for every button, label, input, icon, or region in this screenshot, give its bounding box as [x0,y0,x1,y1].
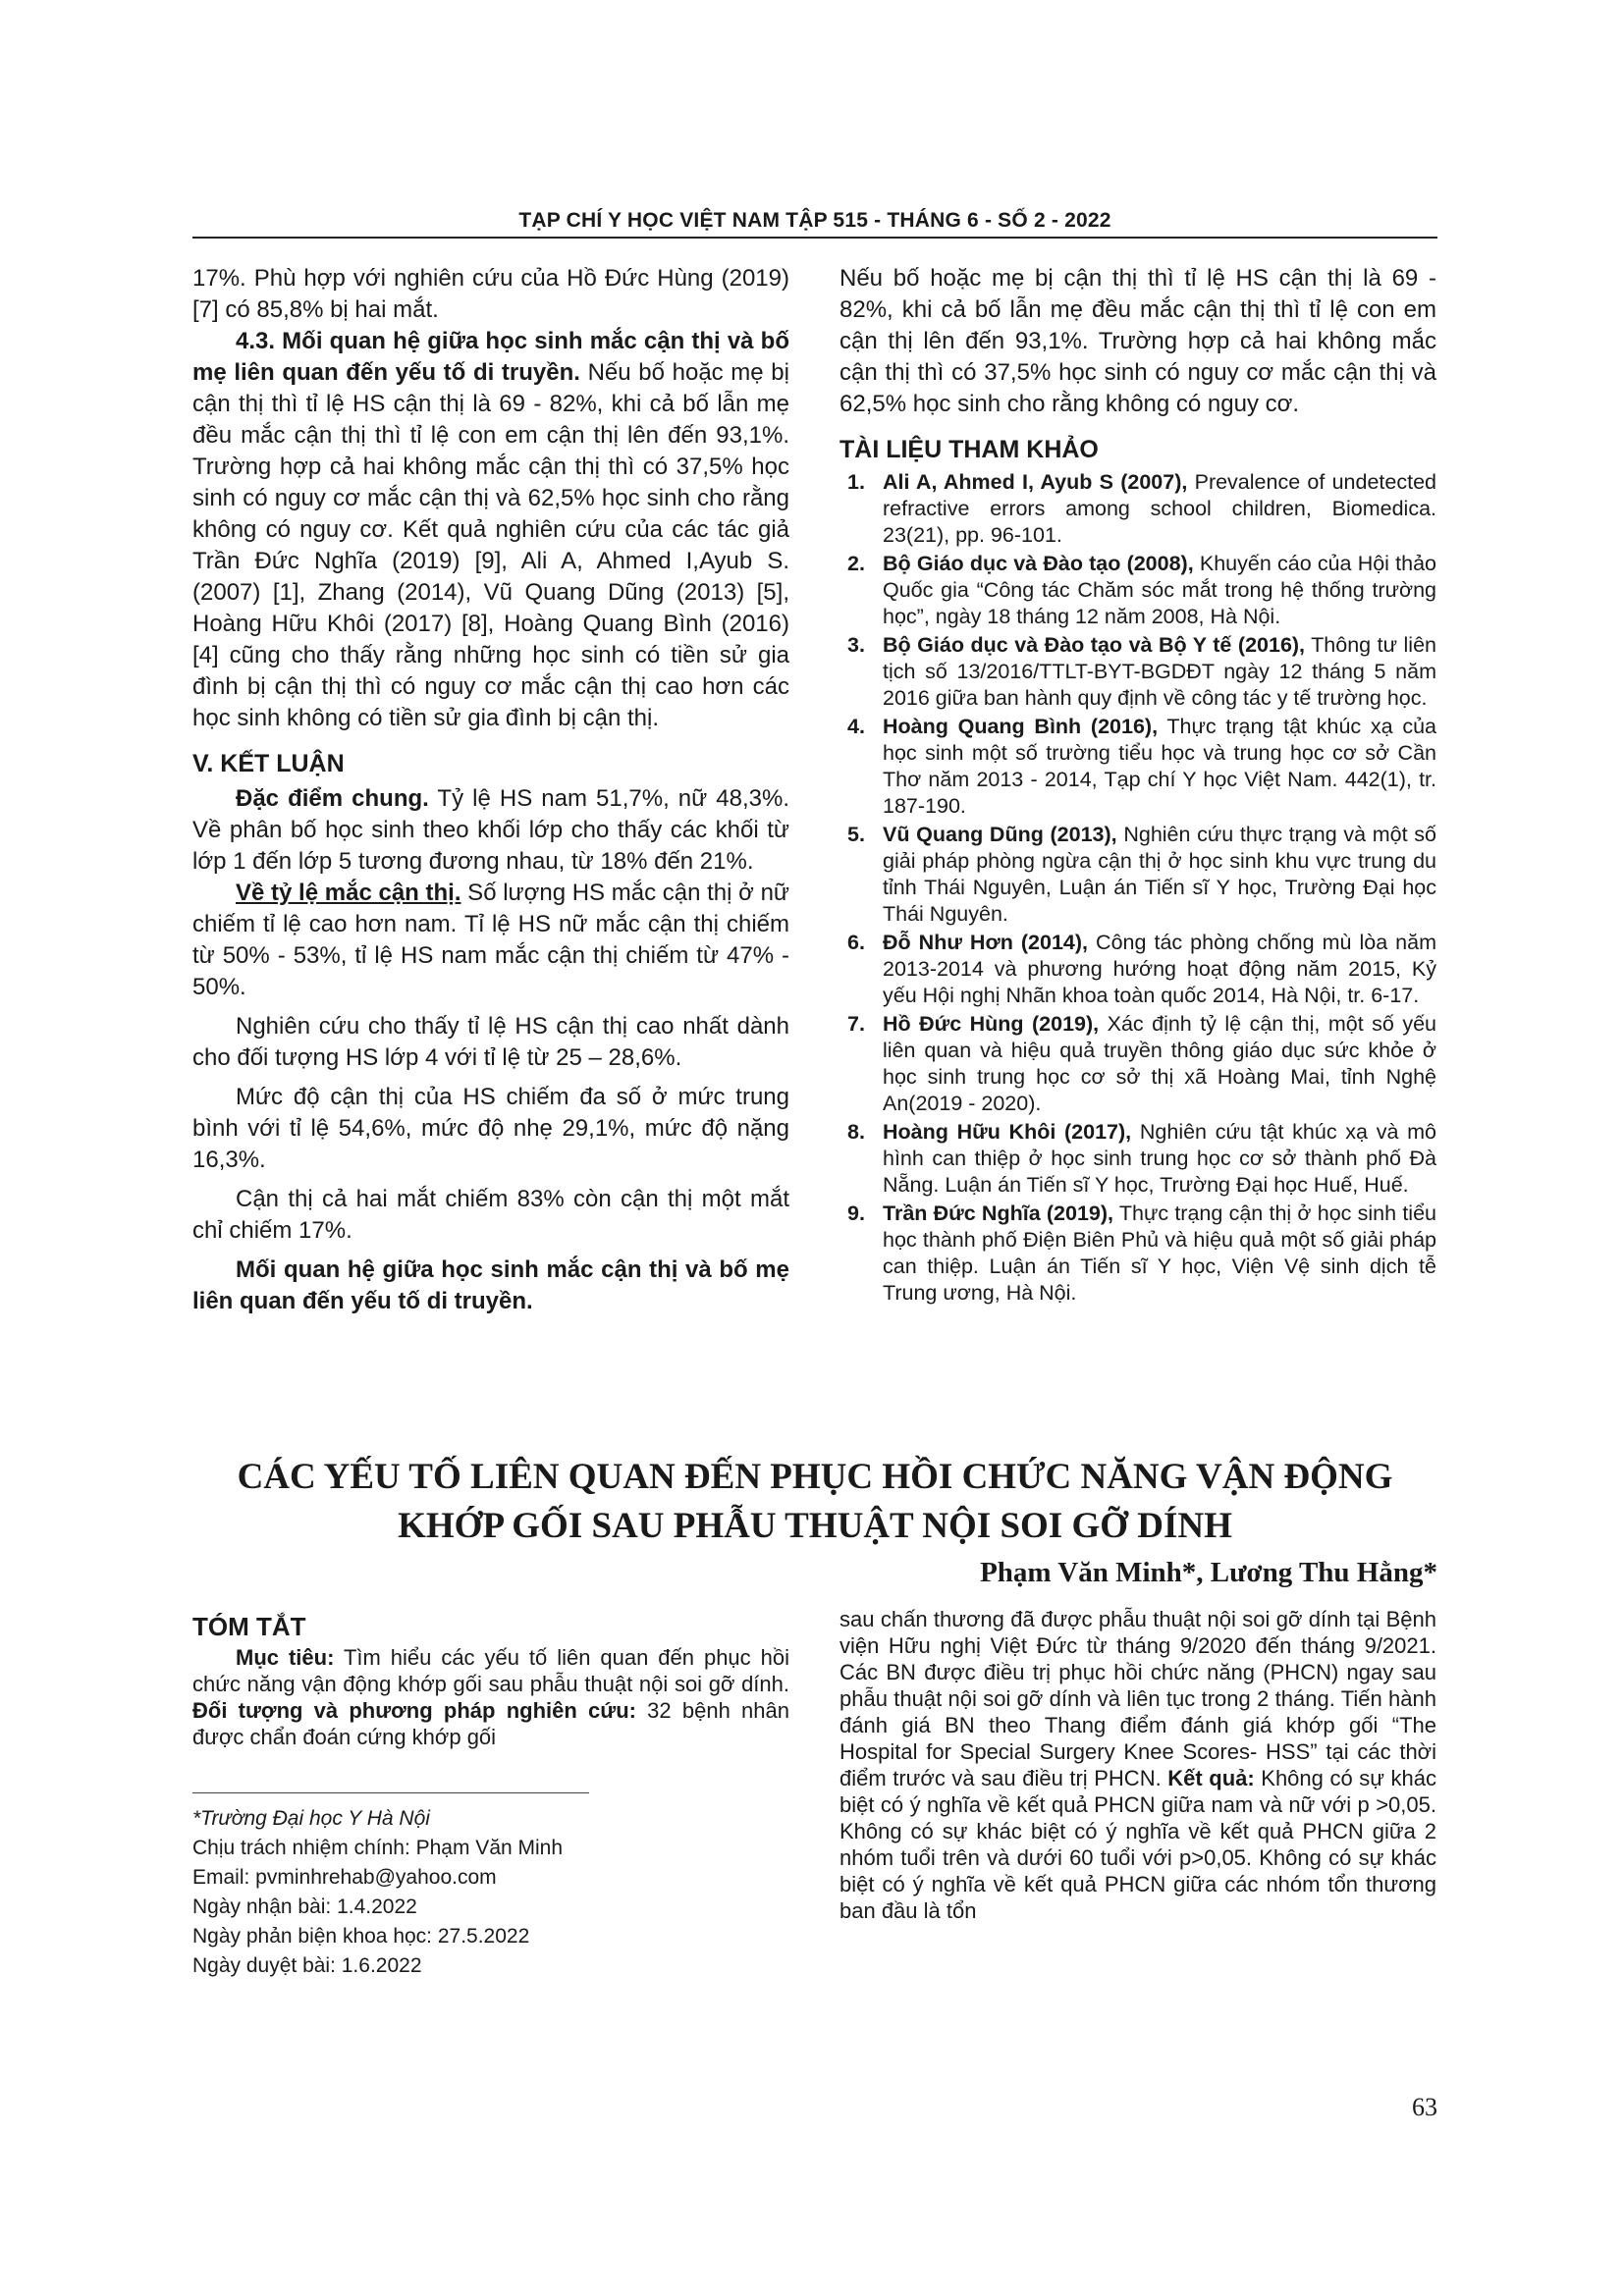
conclusion-general [192,783,789,878]
abstract-heading: TÓM TẮT [192,1612,306,1641]
abstract-objective-text: Tìm hiểu các yếu tố liên quan đến phục hồi chức năng vận động khớp gối sau phẫu thuật nội soi gỡ dính. [192,1645,789,1696]
paragraph-continuation: 17%. Phù hợp với nghiên cứu của Hồ Đức Hùng (2019) [7] có 85,8% bị hai mắt. [192,265,789,323]
reference-number: 9. [847,1201,865,1225]
reference-number: 1. [847,470,865,494]
article-authors: Phạm Văn Minh*, Lương Thu Hằng* [980,1557,1437,1588]
conclusion-heading: V. KẾT LUẬN [192,750,345,777]
conclusion-severity: Mức độ cận thị của HS chiếm đa số ở mức trung bình với tỉ lệ 54,6%, mức độ nhẹ 29,1%, mức độ nặng 16,3%. [192,1084,789,1173]
reference-text: Nghiên cứu tật khúc xạ và mô hình can thiệp ở học sinh trung học cơ sở thành phố Đà Nẵng. Luận án Tiến sĩ Y học, Trường Đại học Huế, Huế. [883,1120,1436,1197]
reference-item [839,1201,1436,1307]
reference-number: 5. [847,823,865,846]
reference-author: Bộ Giáo dục và Đào tạo (2008), [883,552,1194,575]
page-number: 63 [1412,2093,1437,2121]
reference-author: Hoàng Hữu Khôi (2017), [883,1120,1132,1144]
conclusion-rate [192,878,789,1003]
reference-author: Trần Đức Nghĩa (2019), [883,1201,1114,1225]
reference-author: Bộ Giáo dục và Đào tạo và Bộ Y tế (2016), [883,633,1306,657]
article-title-line-2: KHỚP GỐI SAU PHẪU THUẬT NỘI SOI GỠ DÍNH [398,1506,1232,1546]
reference-item [839,822,1436,928]
reference-text: Công tác phòng chống mù lòa năm 2013-2014 và phương hướng hoạt động năm 2015, Kỷ yếu Hội nghị Nhãn khoa toàn quốc 2014, Hà Nội, tr. 6-17. [883,931,1437,1007]
abstract-left [192,1606,789,1750]
reference-number: 8. [847,1120,865,1144]
footnote [192,1804,789,1981]
footnote-email: Email: pvminhrehab@yahoo.com [192,1866,497,1889]
article-title-line-1: CÁC YẾU TỐ LIÊN QUAN ĐẾN PHỤC HỒI CHỨC NĂNG VẬN ĐỘNG [237,1457,1393,1497]
article-title [192,1453,1437,1551]
abstract-methods-label: Đối tượng và phương pháp nghiên cứu: [192,1698,636,1723]
conclusion-rate-lead: Về tỷ lệ mắc cận thị. [236,880,461,906]
reference-text: Nghiên cứu thực trạng và một số giải pháp phòng ngừa cận thị ở học sinh khu vực trung du tỉnh Thái Nguyên, Luận án Tiến sĩ Y học, Trường Đại học Thái Nguyên. [883,823,1436,926]
references-list [839,469,1436,1307]
abstract-text-2: Không có sự khác biệt có ý nghĩa về kết quả PHCN giữa nam và nữ với p >0,05. Không có sự khác biệt có ý nghĩa về kết quả PHCN giữa 2 nhóm tuổi trên và dưới 60 tuổi với p>0,05. Không có sự khác biệt có ý nghĩa về kết quả PHCN giữa các nhóm tổn thương ban đầu là tổn [839,1766,1436,1923]
reference-number: 2. [847,552,865,575]
reference-item [839,1011,1436,1117]
reference-author: Vũ Quang Dũng (2013), [883,823,1117,846]
abstract-text-1: sau chấn thương đã được phẫu thuật nội soi gỡ dính tại Bệnh viện Hữu nghị Việt Đức từ tháng 9/2020 đến tháng 9/2021. Các BN được điều trị phục hồi chức năng (PHCN) ngay sau phẫu thuật nội soi gỡ dính và liên tục trong 2 tháng. Tiến hành đánh giá BN theo Thang điểm đánh giá khớp gối “The Hospital for Special Surgery Knee Scores- HSS” tại các thời điểm trước và sau điều trị PHCN. [839,1607,1436,1790]
conclusion-eyes: Cận thị cả hai mắt chiếm 83% còn cận thị một mắt chỉ chiếm 17%. [192,1186,789,1244]
abstract-results-label: Kết quả: [1161,1766,1255,1790]
conclusion-heredity [192,1255,789,1317]
right-paragraph: Nếu bố hoặc mẹ bị cận thị thì tỉ lệ HS cận thị là 69 - 82%, khi cả bố lẫn mẹ đều mắc cận thị thì tỉ lệ con em cận thị lên đến 93,1%. Trường hợp cả hai không mắc cận thị thì có 37,5% học sinh có nguy cơ mắc cận thị và 62,5% học sinh cho rằng không có nguy cơ. [839,265,1436,417]
reference-item [839,1119,1436,1199]
footnote-received: Ngày nhận bài: 1.4.2022 [192,1896,417,1918]
section-4-3-heading: 4.3. Mối quan hệ giữa học sinh mắc cận thị và bố mẹ liên quan đến yếu tố di truyền. [192,328,789,386]
footnote-reviewed: Ngày phản biện khoa học: 27.5.2022 [192,1925,530,1948]
reference-number: 7. [847,1012,865,1036]
reference-item [839,632,1436,712]
abstract-methods-text: 32 bệnh nhân được chẩn đoán cứng khớp gối [192,1698,789,1749]
conclusion-general-lead: Đặc điểm chung. [236,785,429,812]
reference-number: 3. [847,633,865,657]
reference-item [839,469,1436,549]
journal-header: TẠP CHÍ Y HỌC VIỆT NAM TẬP 515 - THÁNG 6 - SỐ 2 - 2022 [518,209,1111,232]
conclusion-rate-text: Số lượng HS mắc cận thị ở nữ chiếm tỉ lệ cao hơn nam. Tỉ lệ HS nữ mắc cận thị chiếm từ 50% - 53%, tỉ lệ HS nam mắc cận thị chiếm từ 47% - 50%. [192,880,790,1000]
reference-item [839,930,1436,1009]
reference-number: 6. [847,931,865,954]
reference-author: Ali A, Ahmed I, Ayub S (2007), [883,470,1188,494]
reference-text: Xác định tỷ lệ cận thị, một số yếu liên quan và hiệu quả truyền thông giáo dục sức khỏe ở học sinh trung học cơ sở thị xã Hoàng Mai, tỉnh Nghệ An(2019 - 2020). [883,1012,1436,1115]
right-column [839,263,1436,1308]
conclusion-grade4: Nghiên cứu cho thấy tỉ lệ HS cận thị cao nhất dành cho đối tượng HS lớp 4 với tỉ lệ từ 25 – 28,6%. [192,1013,789,1071]
reference-author: Hồ Đức Hùng (2019), [883,1012,1100,1036]
reference-text: Prevalence of undetected refractive errors among school children, Biomedica. 23(21), pp. 96-101. [883,470,1436,547]
section-4-3 [192,326,789,734]
conclusion-heredity-lead: Mối quan hệ giữa học sinh mắc cận thị và bố mẹ liên quan đến yếu tố di truyền. [192,1256,789,1314]
abstract-continuation [839,1606,1436,1924]
footnote-rule [192,1792,589,1793]
reference-text: Thông tư liên tịch số 13/2016/TTLT-BYT-BGDĐT ngày 12 tháng 5 năm 2016 giữa ban hành quy định về công tác y tế trường học. [883,633,1436,710]
abstract-right [839,1606,1436,1924]
reference-item [839,714,1436,820]
footnote-accepted: Ngày duyệt bài: 1.6.2022 [192,1954,422,1977]
reference-text: Thực trạng tật khúc xạ của học sinh một số trường tiểu học và trung học cơ sở Cần Thơ năm 2013 - 2014, Tạp chí Y học Việt Nam. 442(1), tr. 187-190. [883,715,1436,818]
reference-author: Đỗ Như Hơn (2014), [883,931,1089,954]
section-4-3-text: Nếu bố hoặc mẹ bị cận thị thì tỉ lệ HS cận thị là 69 - 82%, khi cả bố lẫn mẹ đều mắc cận thị thì tỉ lệ con em cận thị lên đến 93,1%. Trường hợp cả hai không mắc cận thị thì có 37,5% học sinh có nguy cơ mắc cận thị và 62,5% học sinh cho rằng không có nguy cơ. Kết quả nghiên cứu của các tác giả Trần Đức Nghĩa (2019) [9], Ali A, Ahmed I,Ayub S. (2007) [1], Zhang (2014), Vũ Quang Dũng (2013) [5], Hoàng Hữu Khôi (2017) [8], Hoàng Quang Bình (2016) [4] cũng cho thấy rằng những học sinh có tiền sử gia đình bị cận thị thì có nguy cơ mắc cận thị cao hơn các học sinh không có tiền sử gia đình bị cận thị. [192,359,789,731]
left-column [192,263,789,1317]
reference-number: 4. [847,715,865,738]
abstract-objective [192,1644,789,1750]
reference-text: Khuyến cáo của Hội thảo Quốc gia “Công tác Chăm sóc mắt trong hệ thống trường học”, ngày 18 tháng 12 năm 2008, Hà Nội. [883,552,1436,628]
reference-item [839,551,1436,630]
abstract-objective-label: Mục tiêu: [236,1645,335,1670]
footnote-affiliation: *Trường Đại học Y Hà Nội [192,1807,430,1830]
footnote-responsible: Chịu trách nhiệm chính: Phạm Văn Minh [192,1837,564,1859]
references-heading: TÀI LIỆU THAM KHẢO [839,436,1099,463]
reference-author: Hoàng Quang Bình (2016), [883,715,1159,738]
conclusion-general-text: Tỷ lệ HS nam 51,7%, nữ 48,3%. Về phân bố học sinh theo khối lớp cho thấy các khối từ lớp 1 đến lớp 5 tương đương nhau, từ 18% đến 21%. [192,785,789,875]
reference-text: Thực trạng cận thị ở học sinh tiểu học thành phố Điện Biên Phủ và hiệu quả một số giải pháp can thiệp. Luận án Tiến sĩ Y học, Viện Vệ sinh dịch tễ Trung ương, Hà Nội. [883,1201,1436,1305]
header-rule [192,237,1437,239]
